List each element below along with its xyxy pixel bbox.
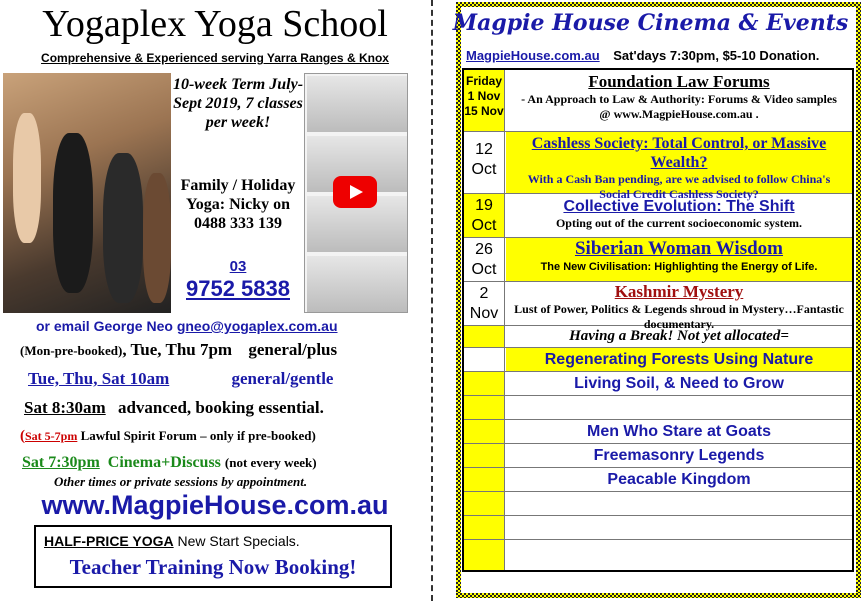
schedule-line-1: (Mon-pre-booked), Tue, Thu 7pm general/plus xyxy=(20,340,338,359)
table-row: Having a Break! Not yet allocated= xyxy=(464,326,852,348)
schedule-line-4: (Sat 5-7pm Lawful Spirit Forum – only if pre-booked) xyxy=(20,428,316,444)
table-row xyxy=(464,492,852,516)
schedule-line-5: Sat 7:30pm Cinema+Discuss (not every week) xyxy=(22,454,317,471)
cinema-flyer xyxy=(436,0,865,601)
cinema-subtitle: MagpieHouse.com.au Sat'days 7:30pm, $5-10 Donation. xyxy=(466,48,820,63)
term-info: 10-week Term July-Sept 2019, 7 classes per week! xyxy=(172,76,304,131)
video-thumbnail[interactable] xyxy=(304,73,408,313)
schedule-line-6: Other times or private sessions by appointment. xyxy=(54,474,308,489)
specials-box: HALF-PRICE YOGA New Start Specials. Teacher Training Now Booking! xyxy=(34,525,392,588)
schedule-line-3: Sat 8:30am advanced, booking essential. xyxy=(24,398,324,417)
table-row: Peacable Kingdom xyxy=(464,468,852,492)
page-divider xyxy=(431,0,433,601)
family-yoga-info: Family / Holiday Yoga: Nicky on 0488 333 139 xyxy=(180,177,296,232)
table-row: 2 Nov Kashmir Mystery Lust of Power, Politics & Legends shroud in Mystery…Fantastic documentary. xyxy=(464,282,852,326)
yoga-subtitle: Comprehensive & Experienced serving Yarra Ranges & Knox xyxy=(41,51,389,65)
table-row: 26 Oct Siberian Woman Wisdom The New Civilisation: Highlighting the Energy of Life. xyxy=(464,238,852,282)
table-row xyxy=(464,540,852,570)
play-icon[interactable] xyxy=(333,176,377,208)
table-row: 19 Oct Collective Evolution: The Shift Opting out of the current socioeconomic system. xyxy=(464,194,852,238)
teacher-training: Teacher Training Now Booking! xyxy=(69,555,357,579)
schedule-line-2: Tue, Thu, Sat 10am general/gentle xyxy=(28,369,334,388)
cinema-site-link[interactable]: MagpieHouse.com.au xyxy=(466,48,600,63)
yoga-flyer xyxy=(0,0,430,601)
cinema-title: Magpie House Cinema & Events xyxy=(452,10,849,36)
email-line: or email George Neo gneo@yogaplex.com.au xyxy=(36,318,338,334)
table-row xyxy=(464,396,852,420)
table-row: Freemasonry Legends xyxy=(464,444,852,468)
events-table xyxy=(462,68,854,572)
yoga-class-photo xyxy=(3,73,171,313)
table-row xyxy=(464,516,852,540)
table-row: 12 Oct Cashless Society: Total Control, or Massive Wealth? With a Cash Ban pending, are we advised to follow China's Social Credit Cashless Society? xyxy=(464,132,852,194)
email-link[interactable]: gneo@yogaplex.com.au xyxy=(176,318,338,334)
yoga-title: Yogaplex Yoga School xyxy=(42,3,388,45)
phone-prefix[interactable]: 03 xyxy=(229,258,247,275)
website-link[interactable]: www.MagpieHouse.com.au xyxy=(41,490,389,520)
table-row: Regenerating Forests Using Nature xyxy=(464,348,852,372)
table-row: Living Soil, & Need to Grow xyxy=(464,372,852,396)
table-row: Men Who Stare at Goats xyxy=(464,420,852,444)
phone-number[interactable]: 9752 5838 xyxy=(186,276,290,301)
table-row: Friday 1 Nov 15 Nov Foundation Law Forums - An Approach to Law & Authority: Forums & Video samples @ www.MagpieHouse.com.au . xyxy=(464,70,852,132)
